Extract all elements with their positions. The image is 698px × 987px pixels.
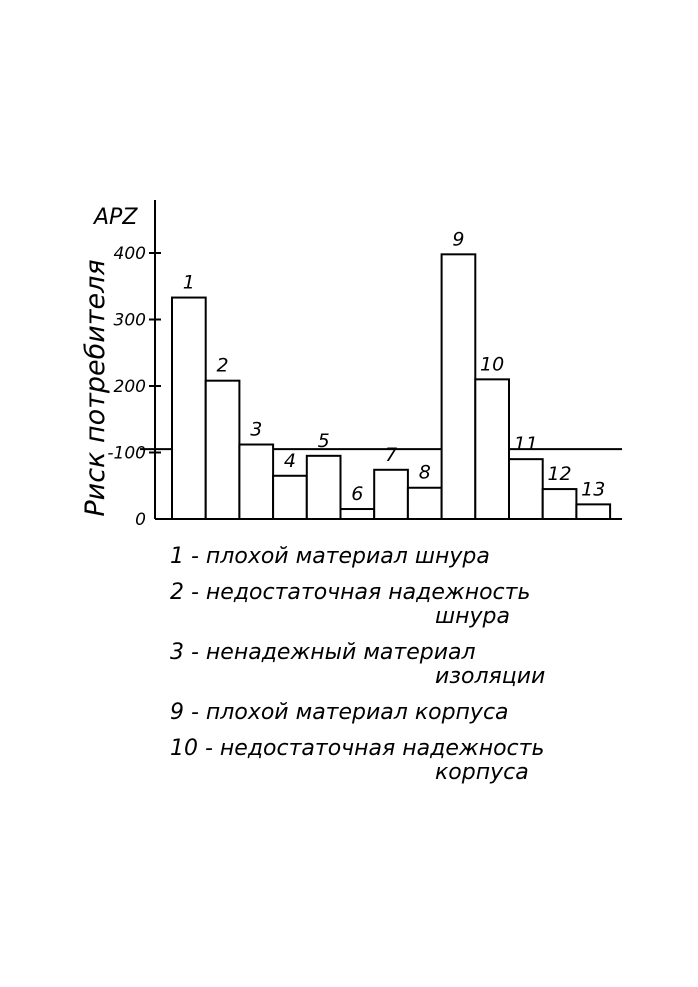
legend [170,545,630,797]
bar-13 [576,504,610,519]
legend-text: 1 - плохой материал шнура [170,544,490,569]
bar-label-1: 1 [182,271,195,294]
y-tick-label: -100 [107,443,146,464]
bar-12 [543,489,577,519]
unit-label: АРZ [94,205,138,230]
legend-text-continued: корпуса [435,760,529,785]
bar-label-4: 4 [283,449,296,472]
y-ticks [107,244,161,530]
bar-4 [273,476,307,519]
legend-text-continued: шнура [435,604,510,629]
y-tick-label: 300 [113,310,146,331]
bar-8 [408,488,442,519]
bar-label-9: 9 [452,228,465,251]
bar-5 [307,456,341,519]
bar-label-11: 11 [513,433,538,456]
legend-text: 10 - недостаточная надежность [170,736,545,761]
bar-label-13: 13 [581,478,606,501]
y-tick-label: 400 [113,244,146,264]
bar-label-12: 12 [547,463,572,486]
bar-3 [239,445,273,519]
bar-9 [442,254,476,519]
legend-item-9 [170,701,630,725]
bar-label-3: 3 [250,418,263,441]
legend-item-2 [170,581,630,629]
y-tick-label: 0 [135,510,146,530]
bar-1 [172,298,206,519]
bar-7 [374,470,408,519]
legend-item-1 [170,545,630,569]
bar-10 [475,379,509,519]
legend-item-3 [170,641,630,689]
bars [172,254,610,519]
y-tick-label: 200 [113,377,146,397]
bar-label-2: 2 [216,354,229,377]
bar-label-7: 7 [385,443,398,466]
legend-text-continued: изоляции [435,664,546,689]
bar-label-5: 5 [317,429,330,452]
bar-11 [509,459,543,519]
bar-6 [341,509,375,519]
bar-2 [206,381,240,519]
bar-label-6: 6 [351,483,364,506]
legend-text: 9 - плохой материал корпуса [170,700,509,725]
bar-label-10: 10 [480,353,505,376]
bar-label-8: 8 [418,461,431,484]
legend-text: 2 - недостаточная надежность [170,580,531,605]
y-axis-label: Риск потребителя [80,259,111,517]
legend-text: 3 - ненадежный материал [170,640,476,665]
legend-item-10 [170,737,630,785]
